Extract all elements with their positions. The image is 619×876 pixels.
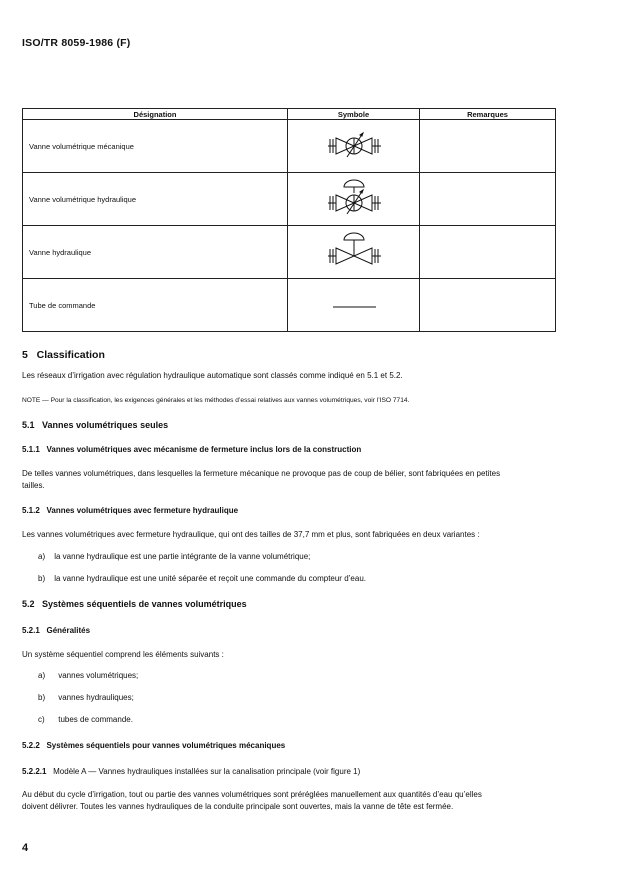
list-item	[38, 693, 134, 702]
table-row	[23, 226, 556, 279]
column-header-designation: Désignation	[23, 109, 288, 120]
remarks-cell	[420, 279, 556, 332]
section-number: 5.2.2	[22, 741, 40, 750]
paragraph: doivent délivrer. Toutes les vannes hydrauliques de la conduite principale sont ouvertes, mais la vanne de tête est fermée.	[22, 802, 454, 811]
section-title: Modèle A — Vannes hydrauliques installées sur la canalisation principale (voir figure 1)	[53, 767, 361, 776]
table-row	[23, 173, 556, 226]
section-heading-5-2-1	[22, 626, 90, 635]
list-text: vannes hydrauliques;	[58, 693, 134, 702]
symbol-cell	[288, 226, 420, 279]
section-number: 5.2.1	[22, 626, 40, 635]
section-title: Systèmes séquentiels pour vannes volumétriques mécaniques	[46, 741, 286, 750]
section-heading-5-1-2	[22, 506, 238, 515]
section-number: 5.1.2	[22, 506, 40, 515]
list-item	[38, 715, 133, 724]
symbol-cell	[288, 120, 420, 173]
section-heading-5-1-1	[22, 445, 361, 454]
list-label: b)	[38, 574, 46, 583]
section-title: Vannes volumétriques avec fermeture hydraulique	[46, 506, 239, 515]
symbol-cell	[288, 173, 420, 226]
table-row	[23, 120, 556, 173]
section-heading-5-2-2	[22, 741, 285, 750]
document-reference: ISO/TR 8059-1986 (F)	[22, 37, 131, 49]
mechanical-volumetric-valve-icon	[319, 126, 389, 166]
paragraph: Les vannes volumétriques avec fermeture hydraulique, qui ont des tailles de 37,7 mm et plus, sont fabriquées en deux variantes :	[22, 530, 480, 539]
list-label: a)	[38, 552, 46, 561]
paragraph: Les réseaux d’irrigation avec régulation hydraulique automatique sont classés comme indiqué en 5.1 et 5.2.	[22, 371, 403, 380]
section-heading-5-1	[22, 420, 168, 430]
section-number: 5.1.1	[22, 445, 40, 454]
section-title: Classification	[36, 349, 105, 361]
symbol-cell	[288, 279, 420, 332]
list-text: vannes volumétriques;	[58, 671, 139, 680]
list-label: a)	[38, 671, 46, 680]
list-item	[38, 552, 310, 561]
section-number: 5.1	[22, 420, 35, 430]
paragraph: De telles vannes volumétriques, dans lesquelles la fermeture mécanique ne provoque pas de coup de bélier, sont fabriquées en petites	[22, 469, 501, 478]
list-text: la vanne hydraulique est une unité séparée et reçoit une commande du compteur d’eau.	[54, 574, 366, 583]
list-text: tubes de commande.	[58, 715, 133, 724]
section-title: Vannes volumétriques seules	[42, 420, 169, 430]
designation-cell: Vanne volumétrique hydraulique	[23, 173, 288, 226]
page-number: 4	[22, 842, 29, 854]
list-item	[38, 671, 138, 680]
paragraph: tailles.	[22, 481, 45, 490]
section-title: Vannes volumétriques avec mécanisme de fermeture inclus lors de la construction	[46, 445, 362, 454]
section-title: Généralités	[46, 626, 91, 635]
column-header-remarks: Remarques	[420, 109, 556, 120]
table-header-row	[23, 109, 556, 120]
section-title: Systèmes séquentiels de vannes volumétriques	[42, 599, 247, 609]
section-number: 5	[22, 349, 28, 361]
list-text: la vanne hydraulique est une partie intégrante de la vanne volumétrique;	[54, 552, 311, 561]
table-row	[23, 279, 556, 332]
symbol-table	[22, 108, 556, 332]
list-item	[38, 574, 366, 583]
paragraph: Un système séquentiel comprend les éléments suivants :	[22, 650, 224, 659]
hydraulic-valve-icon	[319, 230, 389, 274]
list-label: b)	[38, 693, 46, 702]
list-label: c)	[38, 715, 45, 724]
remarks-cell	[420, 173, 556, 226]
paragraph: Au début du cycle d’irrigation, tout ou partie des vannes volumétriques sont préréglées manuellement aux quantités d’eau qu’elles	[22, 790, 482, 799]
section-heading-5-2	[22, 599, 247, 609]
designation-cell: Vanne volumétrique mécanique	[23, 120, 288, 173]
command-tube-line-icon	[319, 295, 389, 315]
designation-cell: Vanne hydraulique	[23, 226, 288, 279]
section-number: 5.2.2.1	[22, 767, 47, 776]
designation-cell: Tube de commande	[23, 279, 288, 332]
hydraulic-volumetric-valve-icon	[319, 177, 389, 221]
remarks-cell	[420, 120, 556, 173]
section-heading-5-2-2-1	[22, 767, 360, 776]
section-heading-5	[22, 349, 105, 361]
note: NOTE — Pour la classification, les exigences générales et les méthodes d’essai relatives aux vannes volumétriques, voir l’ISO 7714.	[22, 397, 410, 404]
remarks-cell	[420, 226, 556, 279]
section-number: 5.2	[22, 599, 35, 609]
column-header-symbol: Symbole	[288, 109, 420, 120]
